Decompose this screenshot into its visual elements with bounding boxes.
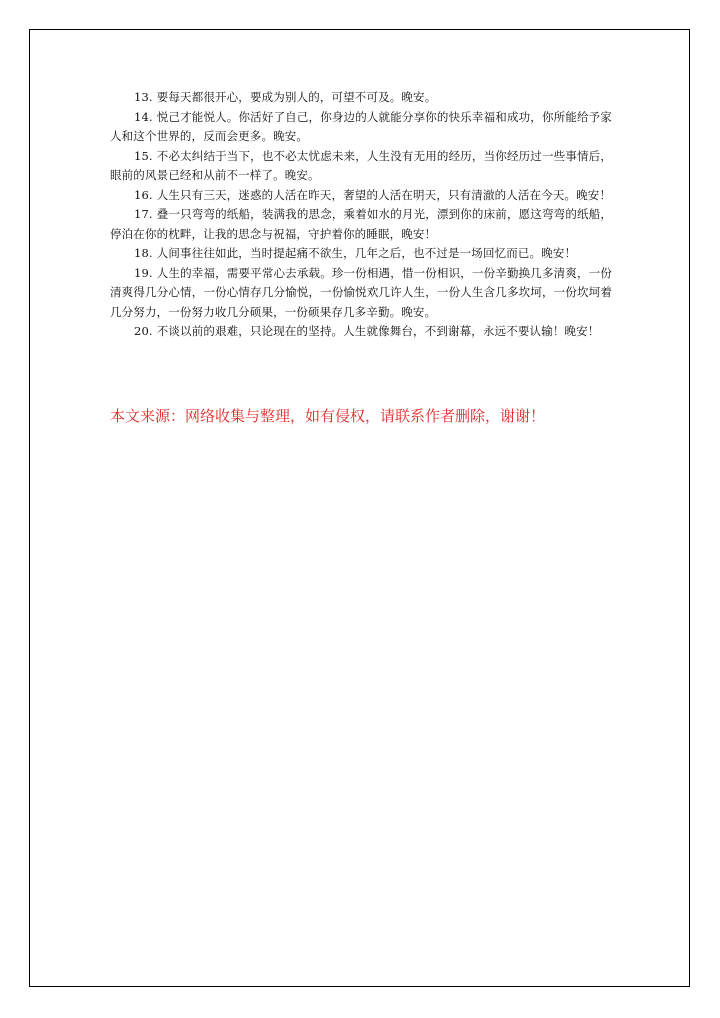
paragraph-19 [110,264,612,323]
paragraph-18 [110,244,612,264]
source-note: 本文来源：网络收集与整理，如有侵权，请联系作者删除，谢谢！ [110,407,546,425]
paragraph-text: 要每天都很开心，要成为别人的，可望不可及。晚安。 [156,90,437,104]
paragraph-13 [110,88,612,108]
paragraph-text: 叠一只弯弯的纸船，装满我的思念，乘着如水的月光，漂到你的床前，愿这弯弯的纸船，停泊在你的枕畔，让我的思念与祝福，守护着你的睡眠，晚安！ [110,207,612,241]
paragraph-text: 不必太纠结于当下，也不必太忧虑未来，人生没有无用的经历，当你经历过一些事情后，眼前的风景已经和从前不一样了。晚安。 [110,148,612,182]
paragraph-20 [110,322,612,342]
paragraph-text: 人间事往往如此，当时提起痛不欲生，几年之后，也不过是一场回忆而已。晚安！ [156,246,577,260]
paragraph-17 [110,205,612,244]
paragraph-text: 悦己才能悦人。你活好了自己，你身边的人就能分享你的快乐幸福和成功，你所能给予家人和这个世界的，反而会更多。晚安。 [110,109,612,143]
document-body [110,88,612,342]
paragraph-number: 20. [134,324,153,338]
paragraph-number: 13. [134,90,153,104]
paragraph-text: 人生的幸福，需要平常心去承载。珍一份相遇，惜一份相识，一份辛勤换几多清爽，一份清爽得几分心情，一份心情存几分愉悦，一份愉悦欢几许人生，一份人生含几多坎坷，一份坎坷着几分努力，一份努力收几分硕果，一份硕果存几多辛勤。晚安。 [110,265,612,319]
paragraph-14 [110,108,612,147]
paragraph-number: 14. [134,109,153,124]
paragraph-number: 18. [134,246,153,260]
paragraph-15 [110,147,612,186]
paragraph-text: 人生只有三天，迷惑的人活在昨天，奢望的人活在明天，只有清澈的人活在今天。晚安！ [156,187,612,202]
paragraph-16 [110,186,612,206]
paragraph-number: 16. [134,187,153,202]
paragraph-number: 17. [134,207,153,221]
paragraph-text: 不谈以前的艰难，只论现在的坚持。人生就像舞台，不到谢幕，永远不要认输！晚安！ [156,324,600,338]
paragraph-number: 19. [134,265,153,280]
paragraph-number: 15. [134,148,153,163]
